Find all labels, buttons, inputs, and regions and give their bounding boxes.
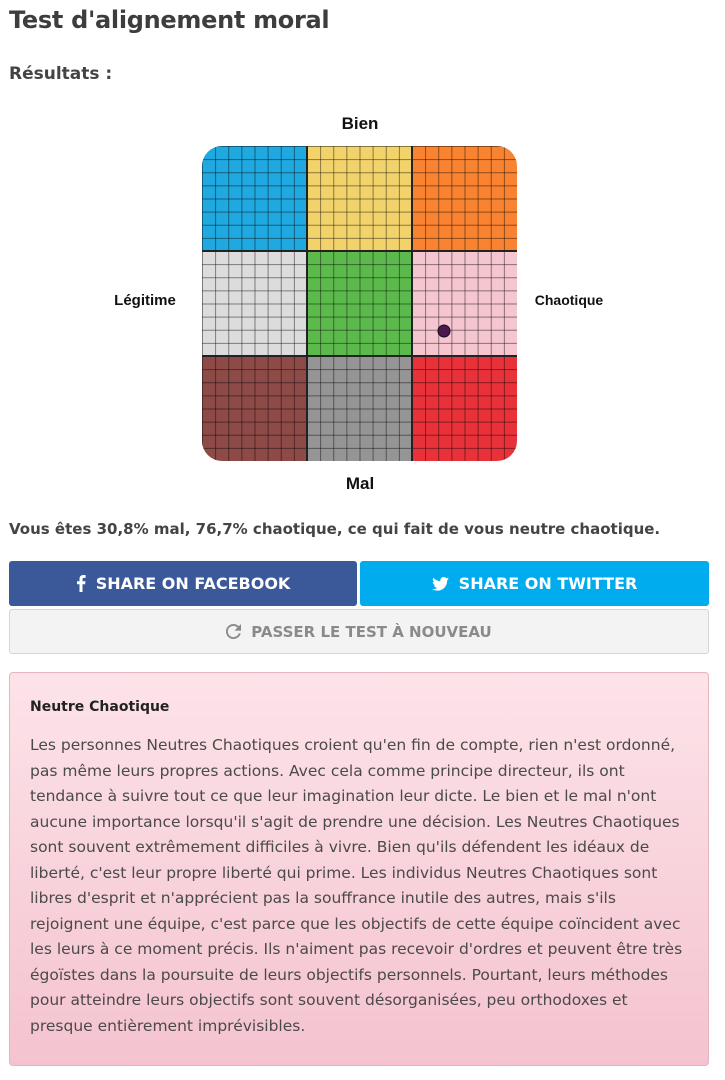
share-facebook-label: SHARE ON FACEBOOK: [95, 574, 291, 593]
grid-cell-lawful-evil: [202, 356, 307, 461]
result-point-marker: [437, 325, 450, 338]
refresh-icon: [226, 624, 241, 639]
share-twitter-button[interactable]: [360, 561, 709, 606]
grid-cell-lawful-neutral: [202, 251, 307, 356]
twitter-icon: [432, 577, 449, 591]
grid-cell-chaotic-good: [412, 146, 517, 251]
alignment-description-text: Les personnes Neutres Chaotiques croient qu'en fin de compte, rien n'est ordonné, pas même leurs propres actions. Avec cela comme principe directeur, ils ont tendance à suivre tout ce que leur imagination leur dicte. Le bien et le mal n'ont aucune importance lorsqu'il s'agit de prendre une décision. Les Neutres Chaotiques sont souvent extrêmement difficiles à vivre. Bien qu'ils défendent les idéaux de liberté, c'est leur propre liberté qui prime. Les individus Neutres Chaotiques sont libres d'esprit et n'apprécient pas la souffrance inutile des autres, mais s'ils rejoignent une équipe, c'est parce que les objectifs de cette équipe coïncident avec les leurs à ce moment précis. Ils n'aiment pas recevoir d'ordres et peuvent être très égoïstes dans la poursuite de leurs objectifs personnels. Pourtant, leurs méthodes pour atteindre leurs objectifs sont souvent désorganisées, peu orthodoxes et presque entièrement imprévisibles.: [30, 736, 683, 1035]
alignment-description-title: Neutre Chaotique: [30, 699, 170, 715]
axis-label-chaotic: Chaotique: [534, 292, 604, 308]
grid-cell-neutral-good: [307, 146, 412, 251]
share-twitter-label: SHARE ON TWITTER: [458, 574, 638, 593]
results-label: Résultats :: [9, 64, 113, 84]
result-summary: Vous êtes 30,8% mal, 76,7% chaotique, ce qui fait de vous neutre chaotique.: [9, 520, 661, 538]
grid-cell-chaotic-evil: [412, 356, 517, 461]
axis-label-evil: Mal: [345, 474, 375, 493]
retry-test-label: PASSER LE TEST À NOUVEAU: [251, 622, 492, 641]
page-title: Test d'alignement moral: [9, 6, 330, 34]
alignment-chart: [202, 146, 517, 461]
axis-label-good: Bien: [341, 114, 379, 133]
grid-cell-true-neutral: [307, 251, 412, 356]
axis-label-lawful: Légitime: [114, 292, 176, 309]
retry-test-button[interactable]: [9, 609, 709, 654]
facebook-icon: [76, 575, 86, 592]
grid-cell-lawful-good: [202, 146, 307, 251]
grid-cell-chaotic-neutral: [412, 251, 517, 356]
share-facebook-button[interactable]: [9, 561, 357, 606]
alignment-description-panel: [9, 672, 709, 1066]
grid-cell-neutral-evil: [307, 356, 412, 461]
